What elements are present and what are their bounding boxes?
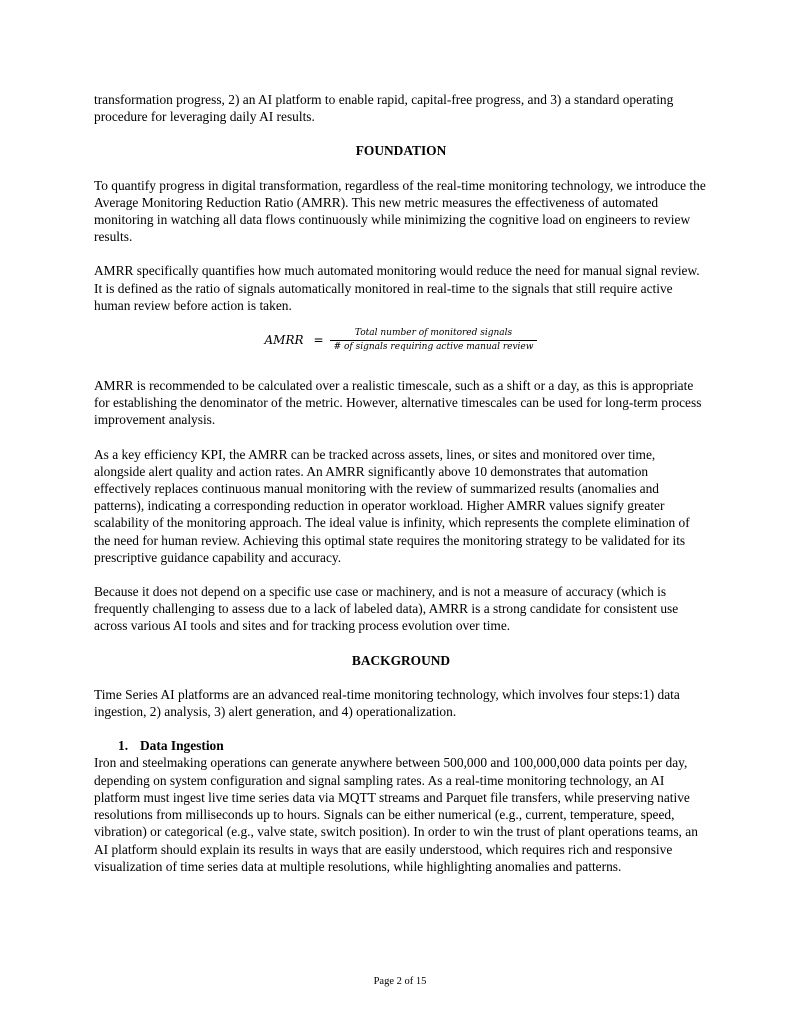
foundation-paragraph-2: AMRR specifically quantifies how much automated monitoring would reduce the need for manual signal review. It is defined as the ratio of signals automatically monitored in real-time to the signals that still require active human review before action is taken. — [94, 263, 700, 313]
amrr-formula — [94, 328, 708, 360]
formula-denominator: # of signals requiring active manual review — [333, 342, 534, 353]
foundation-paragraph-5: Because it does not depend on a specific use case or machinery, and is not a measure of accuracy (which is frequently challenging to assess due to a lack of labeled data), AMRR is a strong candidate for consistent use across various AI tools and sites and for tracking process evolution over time. — [94, 584, 679, 634]
section-heading-foundation: FOUNDATION — [355, 143, 447, 159]
formula-lhs: AMRR — [264, 332, 304, 347]
foundation-paragraph-4: As a key efficiency KPI, the AMRR can be tracked across assets, lines, or sites and monitored over time, alongside alert quality and action rates. An AMRR significantly above 10 demonstrates that automation effectively replaces continuous manual monitoring with the review of summarized results (anomalies and patterns), indicating a corresponding reduction in operator workload. Higher AMRR values signify greater scalability of the monitoring approach. The ideal value is infinity, which represents the complete elimination of the need for human review. Achieving this optimal state requires the monitoring strategy to be validated for its prescriptive guidance capability and accuracy. — [94, 446, 690, 565]
subsection-number: 1. — [118, 738, 129, 754]
subsection-title: Data Ingestion — [140, 738, 224, 754]
formula-fraction — [330, 328, 538, 353]
foundation-paragraph-1: To quantify progress in digital transformation, regardless of the real-time monitoring technology, we introduce the Average Monitoring Reduction Ratio (AMRR). This new metric measures the effectiveness of automated monitoring in watching all data flows continuously while minimizing the cognitive load on engineers to review results. — [94, 177, 706, 245]
formula-equals: = — [313, 332, 324, 347]
page-footer: Page 2 of 15 — [373, 976, 427, 987]
section-heading-background: BACKGROUND — [351, 652, 451, 668]
formula-numerator: Total number of monitored signals — [354, 328, 513, 339]
document-body — [94, 91, 708, 892]
background-paragraph-1: Time Series AI platforms are an advanced real-time monitoring technology, which involves four steps:1) data ingestion, 2) analysis, 3) alert generation, and 4) operationalization. — [94, 686, 680, 720]
foundation-paragraph-3: AMRR is recommended to be calculated over a realistic timescale, such as a shift or a day, as this is appropriate for establishing the denominator of the metric. However, alternative timescales can be used for long-term process improvement analysis. — [94, 378, 702, 428]
subsection-heading-data-ingestion — [94, 737, 708, 754]
intro-paragraph: transformation progress, 2) an AI platform to enable rapid, capital-free progress, and 3) a standard operating procedure for leveraging daily AI results. — [94, 92, 674, 125]
data-ingestion-paragraph: Iron and steelmaking operations can generate anywhere between 500,000 and 100,000,000 data points per day, depending on system configuration and signal sampling rates. As a real-time monitoring technology, an AI platform must ingest live time series data via MQTT streams and Parquet file transfers, while preserving native resolutions from milliseconds up to hours. Signals can be either numerical (e.g., current, temperature, speed, vibration) or categorical (e.g., valve state, switch position). In order to win the trust of plant operations teams, an AI platform should explain its results in ways that are easily understood, which requires rich and responsive visualization of time series data at multiple resolutions, while highlighting anomalies and patterns. — [94, 755, 698, 874]
